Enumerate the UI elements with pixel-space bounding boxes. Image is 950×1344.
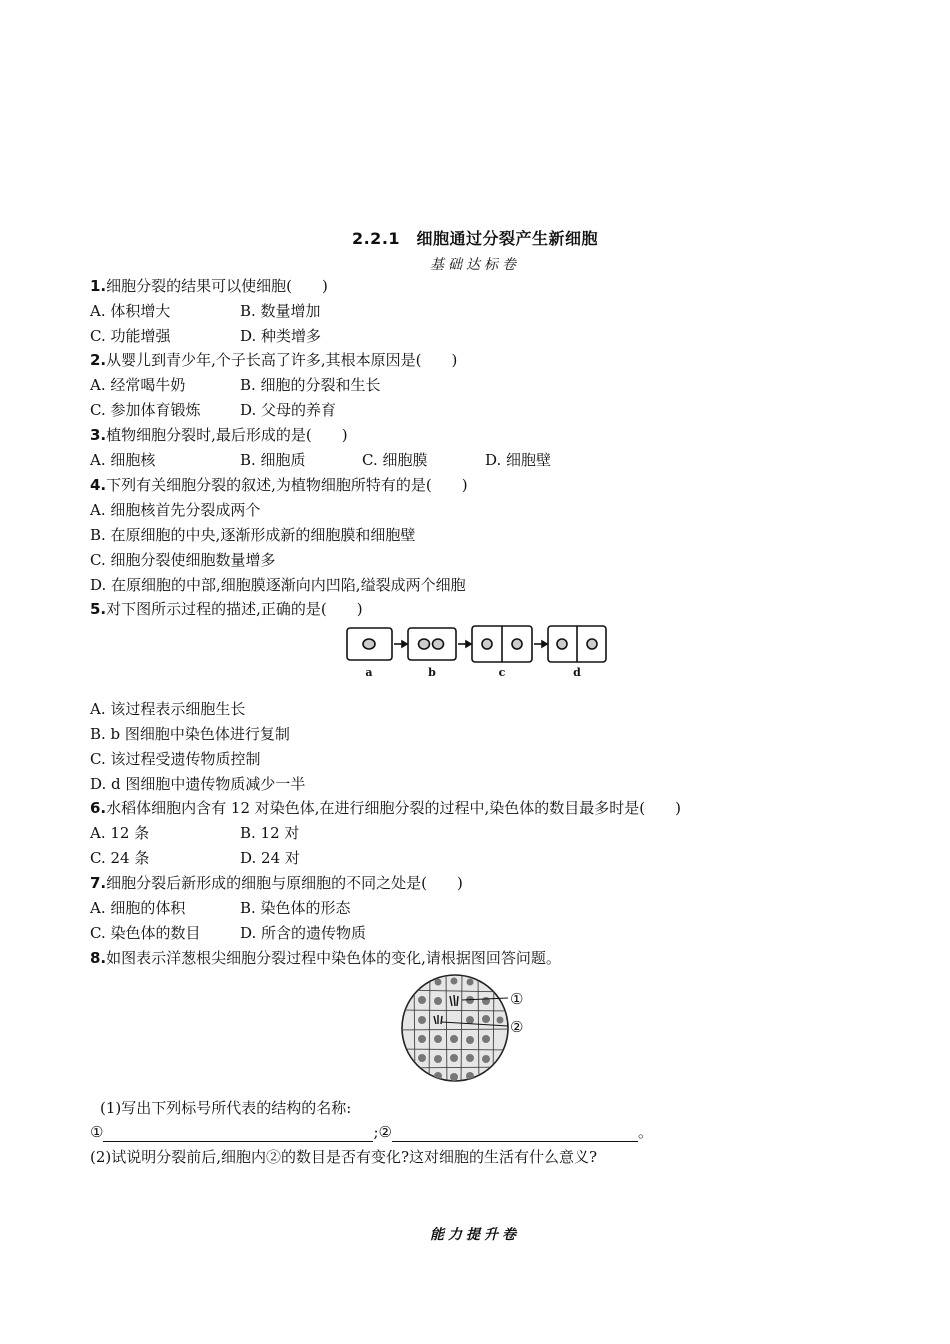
cell-division-figure [340, 620, 615, 682]
question-number: 3. [90, 426, 107, 444]
nucleus-icon [557, 639, 567, 649]
q1-option-c: C. 功能增强 [90, 327, 171, 345]
q3-option-c: C. 细胞膜 [362, 451, 428, 469]
nucleus-icon [512, 639, 522, 649]
q5-option-c: C. 该过程受遗传物质控制 [90, 750, 261, 768]
question-3-stem [90, 425, 348, 445]
next-section-title: 能力提升卷 [430, 1227, 520, 1243]
q7-option-c: C. 染色体的数目 [90, 924, 201, 942]
question-number: 4. [90, 476, 107, 494]
arrow-head-icon [542, 641, 547, 647]
q3-option-d: D. 细胞壁 [485, 451, 552, 469]
question-text: 细胞分裂的结果可以使细胞( ) [106, 277, 328, 295]
q1-option-d: D. 种类增多 [240, 327, 322, 345]
q5-option-b: B. b 图细胞中染色体进行复制 [90, 725, 290, 743]
page-title: 2.2.1 细胞通过分裂产生新细胞 [351, 229, 599, 248]
q7-option-b: B. 染色体的形态 [240, 899, 351, 917]
q7-option-d: D. 所含的遗传物质 [240, 924, 367, 942]
question-number: 6. [90, 799, 107, 817]
question-5-stem [90, 599, 363, 619]
question-text: 下列有关细胞分裂的叙述,为植物细胞所特有的是( ) [106, 476, 468, 494]
figure-label-c: c [498, 666, 506, 679]
question-4-stem [90, 475, 468, 495]
section-subtitle: 基础达标卷 [430, 257, 520, 273]
question-1-stem [90, 276, 328, 296]
nucleus-icon [363, 639, 375, 649]
question-2-stem [90, 350, 457, 370]
q2-option-d: D. 父母的养育 [240, 401, 337, 419]
q4-option-d: D. 在原细胞的中部,细胞膜逐渐向内凹陷,缢裂成两个细胞 [90, 576, 466, 594]
figure-label-1: ① [510, 990, 524, 1008]
q1-option-b: B. 数量增加 [240, 302, 321, 320]
q2-option-c: C. 参加体育锻炼 [90, 401, 201, 419]
q3-option-b: B. 细胞质 [240, 451, 306, 469]
blank-label-1: ① [90, 1123, 104, 1141]
question-7-stem [90, 873, 463, 893]
arrow-head-icon [402, 641, 407, 647]
question-number: 1. [90, 277, 107, 295]
q6-option-b: B. 12 对 [240, 824, 300, 842]
onion-root-tip-micrograph [400, 972, 560, 1088]
figure-label-2: ② [510, 1018, 524, 1036]
q8-answer-line [90, 1122, 653, 1142]
nucleus-icon [587, 639, 597, 649]
q8-sub-question-1: (1)写出下列标号所代表的结构的名称: [100, 1099, 352, 1117]
question-8-stem [90, 948, 561, 968]
figure-label-b: b [428, 666, 436, 679]
arrow-head-icon [466, 641, 471, 647]
question-number: 5. [90, 600, 107, 618]
nucleus-icon [433, 639, 444, 649]
nucleus-icon [419, 639, 430, 649]
q3-option-a: A. 细胞核 [90, 451, 156, 469]
q4-option-b: B. 在原细胞的中央,逐渐形成新的细胞膜和细胞壁 [90, 526, 416, 544]
question-text: 从婴儿到青少年,个子长高了许多,其根本原因是( ) [106, 351, 458, 369]
answer-blank-1[interactable] [103, 1125, 373, 1142]
question-number: 2. [90, 351, 107, 369]
question-text: 植物细胞分裂时,最后形成的是( ) [106, 426, 348, 444]
blank-label-2: ;② [373, 1123, 392, 1141]
q4-option-a: A. 细胞核首先分裂成两个 [90, 501, 261, 519]
q7-option-a: A. 细胞的体积 [90, 899, 186, 917]
figure-label-d: d [573, 666, 581, 679]
answer-blank-2[interactable] [392, 1125, 638, 1142]
nucleus-icon [482, 639, 492, 649]
q2-option-a: A. 经常喝牛奶 [90, 376, 186, 394]
question-text: 细胞分裂后新形成的细胞与原细胞的不同之处是( ) [106, 874, 463, 892]
q6-option-d: D. 24 对 [240, 849, 300, 867]
line-end: 。 [637, 1123, 653, 1141]
question-number: 7. [90, 874, 107, 892]
q5-option-d: D. d 图细胞中遗传物质减少一半 [90, 775, 306, 793]
q4-option-c: C. 细胞分裂使细胞数量增多 [90, 551, 276, 569]
question-text: 对下图所示过程的描述,正确的是( ) [106, 600, 363, 618]
q2-option-b: B. 细胞的分裂和生长 [240, 376, 381, 394]
q1-option-a: A. 体积增大 [90, 302, 171, 320]
q5-option-a: A. 该过程表示细胞生长 [90, 700, 246, 718]
figure-label-a: a [365, 666, 373, 679]
question-number: 8. [90, 949, 107, 967]
question-text: 水稻体细胞内含有 12 对染色体,在进行细胞分裂的过程中,染色体的数目最多时是( ) [106, 799, 682, 817]
question-6-stem [90, 798, 681, 818]
q6-option-c: C. 24 条 [90, 849, 150, 867]
question-text: 如图表示洋葱根尖细胞分裂过程中染色体的变化,请根据图回答问题。 [106, 949, 561, 967]
q6-option-a: A. 12 条 [90, 824, 150, 842]
q8-sub-question-2: (2)试说明分裂前后,细胞内②的数目是否有变化?这对细胞的生活有什么意义? [90, 1148, 598, 1166]
